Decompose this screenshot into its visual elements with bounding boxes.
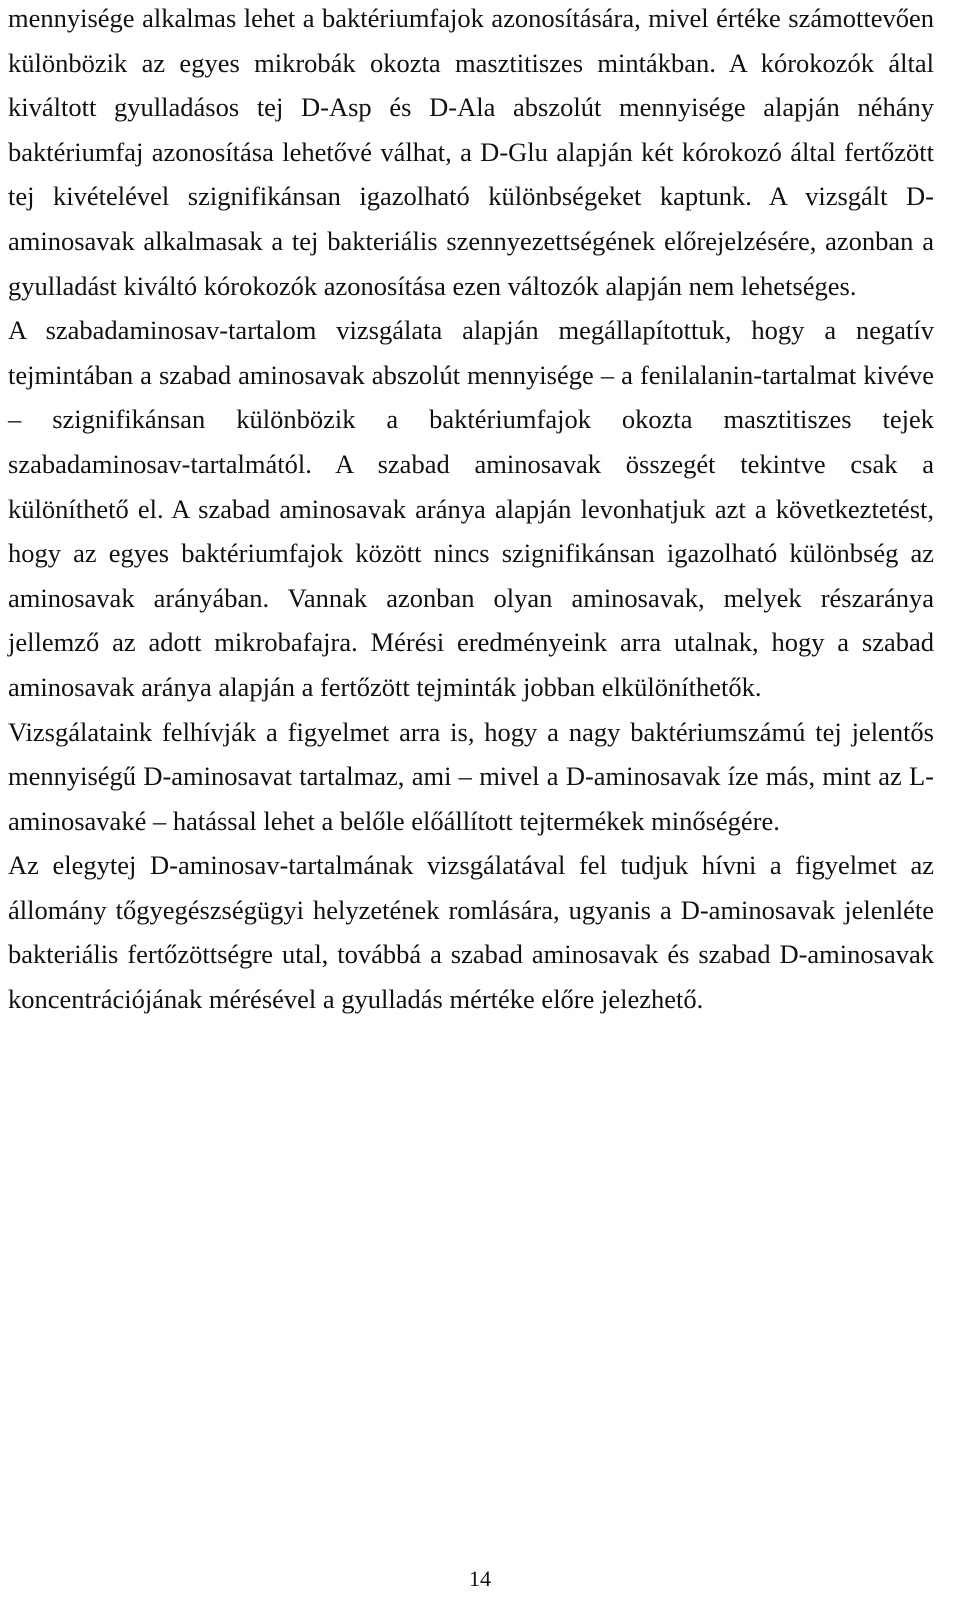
- paragraph-bacterial-count-quality: Vizsgálataink felhívják a figyelmet arra is, hogy a nagy baktériumszámú tej jelentős mennyiségű D-aminosavat tartalmaz, ami – mivel a D-aminosavak íze más, mint az L-aminosavaké – hatással lehet a belőle előállított tejtermékek minőségére.: [8, 716, 934, 836]
- paragraph-bulk-milk-conclusion: Az elegytej D-aminosav-tartalmának vizsgálatával fel tudjuk hívni a figyelmet az állomány tőgyegészségügyi helyzetének romlására, ugyanis a D-aminosavak jelenléte bakteriális fertőzöttségre utal, továbbá a szabad aminosavak és szabad D-aminosavak koncentrációjának mérésével a gyulladás mértéke előre jelezhető.: [8, 850, 934, 1015]
- paragraph-free-amino-acid-content: A szabadaminosav-tartalom vizsgálata alapján megállapítottuk, hogy a negatív tejmintában a szabad aminosavak abszolút mennyisége – a fenilalanin-tartalmat kivéve – szignifikánsan különbözik a baktériumfajok okozta masztitiszes tejek szabadaminosav-tartalmától. A szabad aminosavak összegét tekintve csak a különíthető el. A szabad aminosavak aránya alapján levonhatjuk azt a következtetést, hogy az egyes baktériumfajok között nincs szignifikánsan igazolható különbség az aminosavak arányában. Vannak azonban olyan aminosavak, melyek részaránya jellemző az adott mikrobafajra. Mérési eredményeink arra utalnak, hogy a szabad aminosavak aránya alapján a fertőzött tejminták jobban elkülöníthetők.: [8, 315, 934, 702]
- body-text: [8, 0, 934, 1022]
- page-number: 14: [469, 1566, 491, 1591]
- paragraph-d-amino-acids-identification: mennyisége alkalmas lehet a baktériumfajok azonosítására, mivel értéke számottevően különbözik az egyes mikrobák okozta masztitiszes mintákban. A kórokozók által kiváltott gyulladásos tej D-Asp és D-Ala abszolút mennyisége alapján néhány baktériumfaj azonosítása lehetővé válhat, a D-Glu alapján két kórokozó által fertőzött tej kivételével szignifikánsan igazolható különbségeket kaptunk. A vizsgált D-aminosavak alkalmasak a tej bakteriális szennyezettségének előrejelzésére, azonban a gyulladást kiváltó kórokozók azonosítása ezen változók alapján nem lehetséges.: [8, 3, 934, 301]
